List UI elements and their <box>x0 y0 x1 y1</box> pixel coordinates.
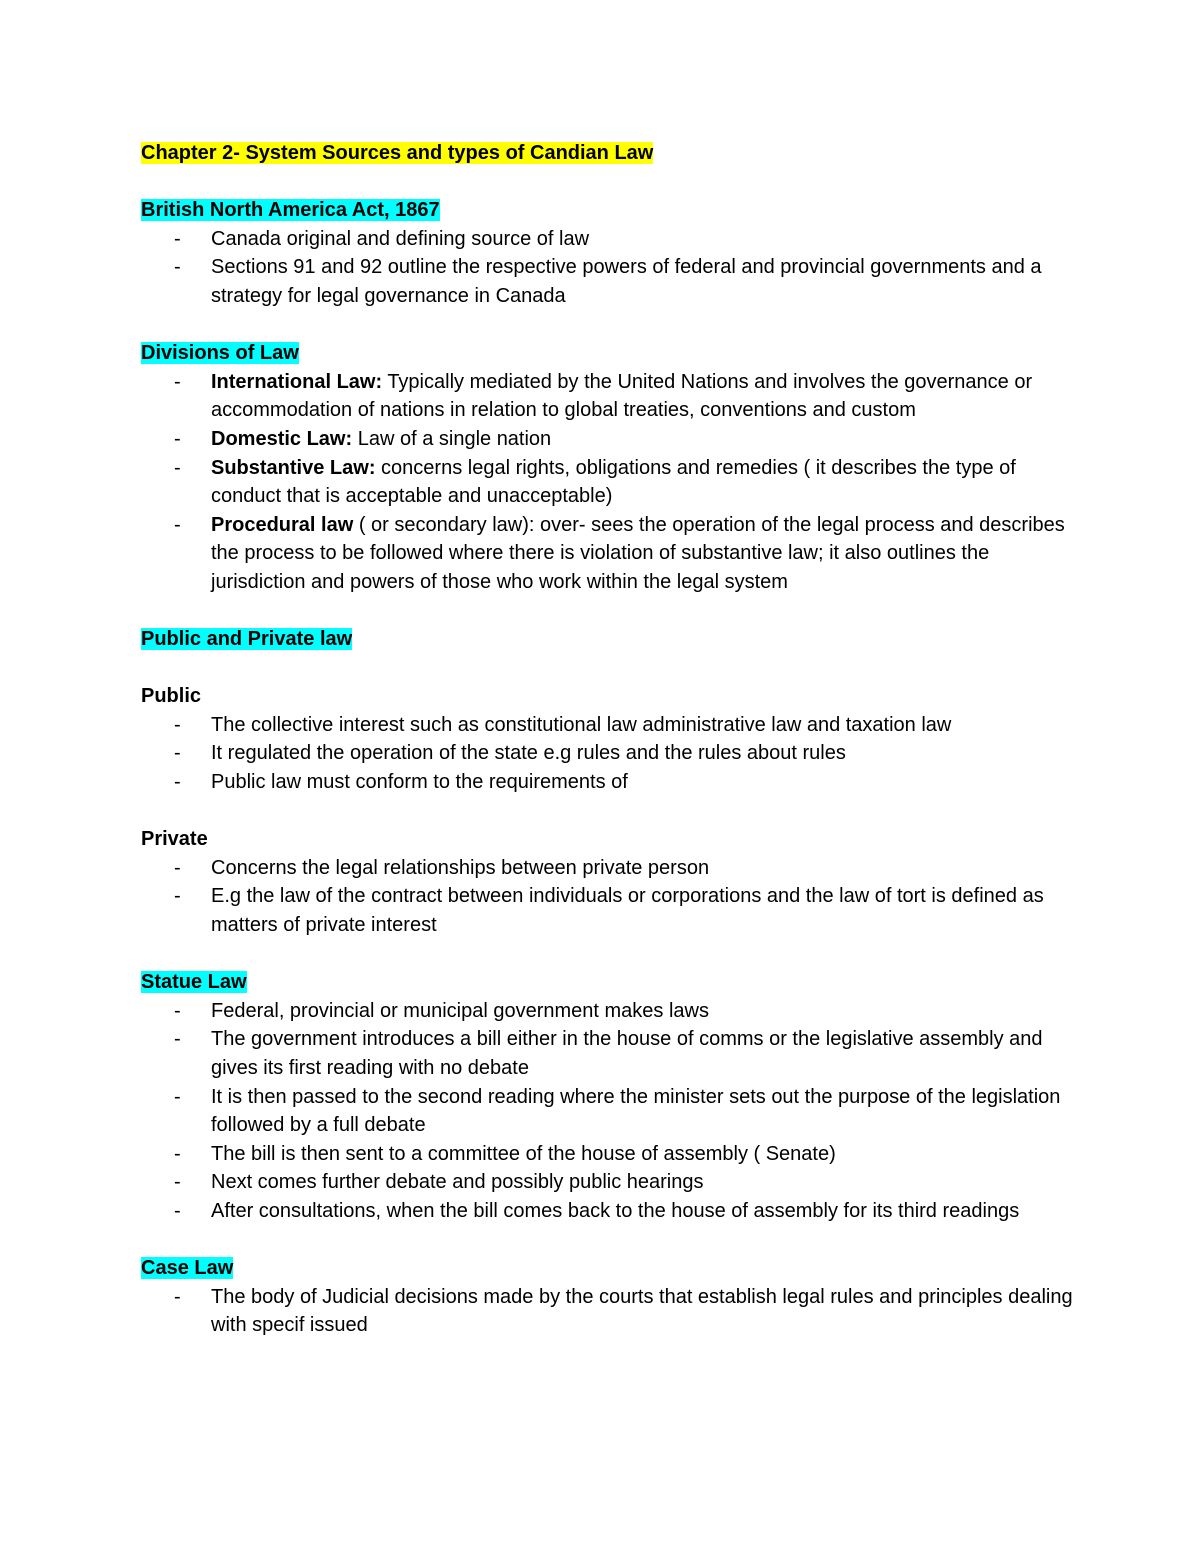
dash-bullet: - <box>174 1142 181 1165</box>
term-label: International Law: <box>211 370 383 393</box>
item-text: The government introduces a bill either in the house of comms or the legislative assembly and gives its first reading with no debate <box>211 1028 1043 1079</box>
list-item <box>141 225 1081 254</box>
dash-bullet: - <box>174 370 181 393</box>
section-heading-statue <box>141 968 1081 997</box>
dash-bullet: - <box>174 456 181 479</box>
list-item <box>141 1025 1081 1082</box>
subheading-private: Private <box>141 828 208 851</box>
item-text: Next comes further debate and possibly public hearings <box>211 1171 704 1194</box>
dash-bullet: - <box>174 856 181 879</box>
dash-bullet: - <box>174 256 181 279</box>
item-text: The collective interest such as constitutional law administrative law and taxation law <box>211 713 952 736</box>
heading-text: Case Law <box>141 1257 234 1280</box>
item-text: concerns legal rights, obligations and remedies ( it describes the type of conduct that is acceptable and unacceptable) <box>211 456 1016 508</box>
section-heading-bna <box>141 196 1081 225</box>
heading-text: Public and Private law <box>141 628 353 651</box>
dash-bullet: - <box>174 513 181 536</box>
heading-text: Divisions of Law <box>141 342 299 365</box>
section-heading-case <box>141 1254 1081 1283</box>
list-item <box>141 253 1081 310</box>
list-item <box>141 368 1081 425</box>
list-item <box>141 1140 1081 1169</box>
list-item <box>141 511 1081 597</box>
spacer <box>141 797 1081 826</box>
list-item <box>141 739 1081 768</box>
private-list <box>141 854 1081 940</box>
list-item <box>141 997 1081 1026</box>
item-text: The body of Judicial decisions made by the courts that establish legal rules and principles dealing with specif issued <box>211 1285 1073 1337</box>
dash-bullet: - <box>174 742 181 765</box>
spacer <box>141 940 1081 969</box>
divisions-list <box>141 368 1081 597</box>
item-text: Federal, provincial or municipal government makes laws <box>211 999 709 1022</box>
list-item <box>141 454 1081 511</box>
item-text: After consultations, when the bill comes back to the house of assembly for its third readings <box>211 1199 1020 1222</box>
list-item <box>141 1197 1081 1226</box>
dash-bullet: - <box>174 771 181 794</box>
item-text: Typically mediated by the United Nations and involves the governance or accommodation of nations in relation to global treaties, conventions and custom <box>211 370 1033 422</box>
spacer <box>141 311 1081 340</box>
bna-list <box>141 225 1081 311</box>
spacer <box>141 168 1081 197</box>
title-text: Chapter 2- System Sources and types of Candian Law <box>141 142 654 164</box>
document-title <box>141 139 1081 168</box>
dash-bullet: - <box>174 1285 181 1308</box>
section-heading-public-private <box>141 625 1081 654</box>
list-item <box>141 425 1081 454</box>
dash-bullet: - <box>174 1085 181 1108</box>
item-text: Sections 91 and 92 outline the respective powers of federal and provincial governments and a strategy for legal governance in Canada <box>211 256 1042 307</box>
item-text: Canada original and defining source of law <box>211 227 590 250</box>
list-item <box>141 854 1081 883</box>
spacer <box>141 1226 1081 1255</box>
subheading-public: Public <box>141 685 202 708</box>
list-item <box>141 1283 1081 1340</box>
public-list <box>141 711 1081 797</box>
item-text: E.g the law of the contract between individuals or corporations and the law of tort is defined as matters of private interest <box>211 885 1044 937</box>
dash-bullet: - <box>174 227 181 250</box>
section-heading-divisions <box>141 339 1081 368</box>
item-text: The bill is then sent to a committee of the house of assembly ( Senate) <box>211 1142 836 1165</box>
case-list <box>141 1283 1081 1340</box>
dash-bullet: - <box>174 713 181 736</box>
item-text: Concerns the legal relationships between private person <box>211 856 710 879</box>
spacer <box>141 654 1081 683</box>
list-item <box>141 768 1081 797</box>
dash-bullet: - <box>174 1199 181 1222</box>
dash-bullet: - <box>174 1028 181 1051</box>
item-text: It regulated the operation of the state e.g rules and the rules about rules <box>211 742 846 765</box>
item-text: Law of a single nation <box>352 427 552 450</box>
dash-bullet: - <box>174 885 181 908</box>
statue-list <box>141 997 1081 1226</box>
item-text: Public law must conform to the requirements of <box>211 771 628 794</box>
term-label: Procedural law <box>211 513 354 536</box>
list-item <box>141 882 1081 939</box>
spacer <box>141 597 1081 626</box>
dash-bullet: - <box>174 427 181 450</box>
heading-text: British North America Act, 1867 <box>141 199 440 222</box>
term-label: Domestic Law: <box>211 427 353 450</box>
item-text: It is then passed to the second reading where the minister sets out the purpose of the legislation followed by a full debate <box>211 1085 1061 1137</box>
dash-bullet: - <box>174 999 181 1022</box>
dash-bullet: - <box>174 1171 181 1194</box>
term-label: Substantive Law: <box>211 456 376 479</box>
list-item <box>141 1168 1081 1197</box>
item-text: ( or secondary law): over- sees the operation of the legal process and describes the process to be followed where there is violation of substantive law; it also outlines the jurisdiction and powers of those who work within the legal system <box>211 513 1065 593</box>
document-page <box>141 139 1081 1340</box>
heading-text: Statue Law <box>141 971 247 994</box>
list-item <box>141 1083 1081 1140</box>
list-item <box>141 711 1081 740</box>
